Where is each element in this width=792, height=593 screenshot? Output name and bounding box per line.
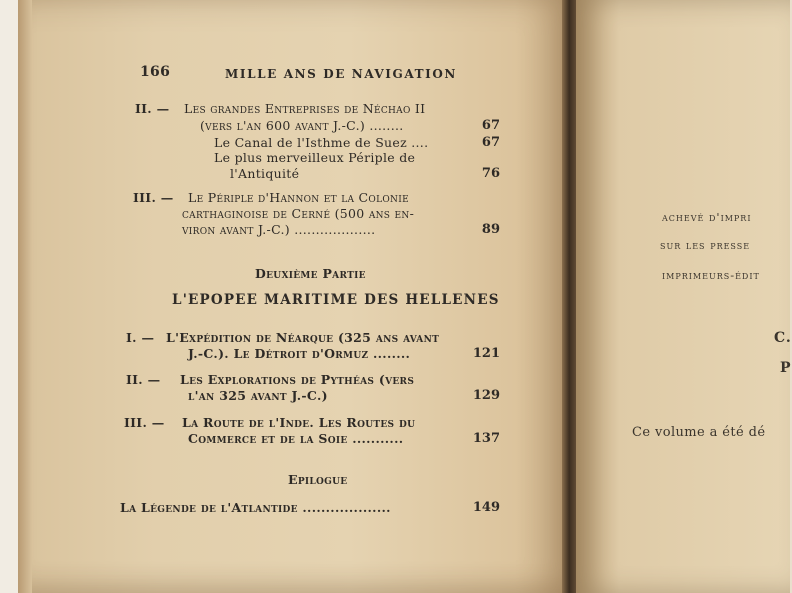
running-head: MILLE ANS DE NAVIGATION xyxy=(225,67,457,81)
entry-line: carthaginoise de Cerné (500 ans en- xyxy=(182,206,415,221)
right-page-line: P xyxy=(780,360,792,376)
part-heading: L'EPOPEE MARITIME DES HELLENES xyxy=(172,292,500,308)
epilogue-entry: La Légende de l'Atlantide ................... xyxy=(120,500,391,515)
entry-line: (vers l'an 600 avant J.-C.) ........ xyxy=(200,118,404,133)
page-edge xyxy=(18,0,32,593)
entry-page: 89 xyxy=(481,222,500,237)
entry-number: III. — xyxy=(124,415,165,430)
entry-number: II. — xyxy=(135,101,170,116)
right-page-line: C. xyxy=(774,330,792,346)
entry-number: II. — xyxy=(126,372,161,387)
entry-page: 76 xyxy=(481,166,500,181)
part-title: Deuxième Partie xyxy=(255,266,366,281)
entry-line: L'Expédition de Néarque (325 ans avant xyxy=(166,330,440,345)
right-page-line: Ce volume a été dé xyxy=(632,425,766,440)
entry-line: viron avant J.-C.) ................... xyxy=(182,222,376,237)
entry-line: La Route de l'Inde. Les Routes du xyxy=(182,415,416,430)
entry-page: 67 xyxy=(481,135,500,150)
entry-line: Commerce et de la Soie ........... xyxy=(188,431,404,446)
entry-number: I. — xyxy=(126,330,155,345)
entry-page: 67 xyxy=(481,118,500,133)
entry-page: 121 xyxy=(472,346,500,361)
entry-page: 137 xyxy=(472,431,500,446)
entry-line: Le Périple d'Hannon et la Colonie xyxy=(188,190,409,205)
right-page-line: achevé d'impri xyxy=(662,210,752,224)
epilogue-title: Epilogue xyxy=(288,472,348,487)
entry-line: l'an 325 avant J.-C.) xyxy=(188,388,328,403)
entry-page: 129 xyxy=(472,388,500,403)
entry-line: J.-C.). Le Détroit d'Ormuz ........ xyxy=(188,346,411,361)
page-number: 166 xyxy=(140,64,171,80)
right-page-line: sur les presse xyxy=(660,238,751,252)
entry-line: l'Antiquité xyxy=(230,166,300,181)
entry-line: Les grandes Entreprises de Néchao II xyxy=(184,101,426,116)
entry-line: Les Explorations de Pythéas (vers xyxy=(180,372,415,387)
entry-page: 149 xyxy=(472,500,500,515)
entry-line: Le Canal de l'Isthme de Suez .... xyxy=(214,135,429,150)
entry-number: III. — xyxy=(133,190,174,205)
right-page xyxy=(576,0,790,593)
right-page-line: imprimeurs-édit xyxy=(662,268,760,282)
entry-line: Le plus merveilleux Périple de xyxy=(214,150,416,165)
